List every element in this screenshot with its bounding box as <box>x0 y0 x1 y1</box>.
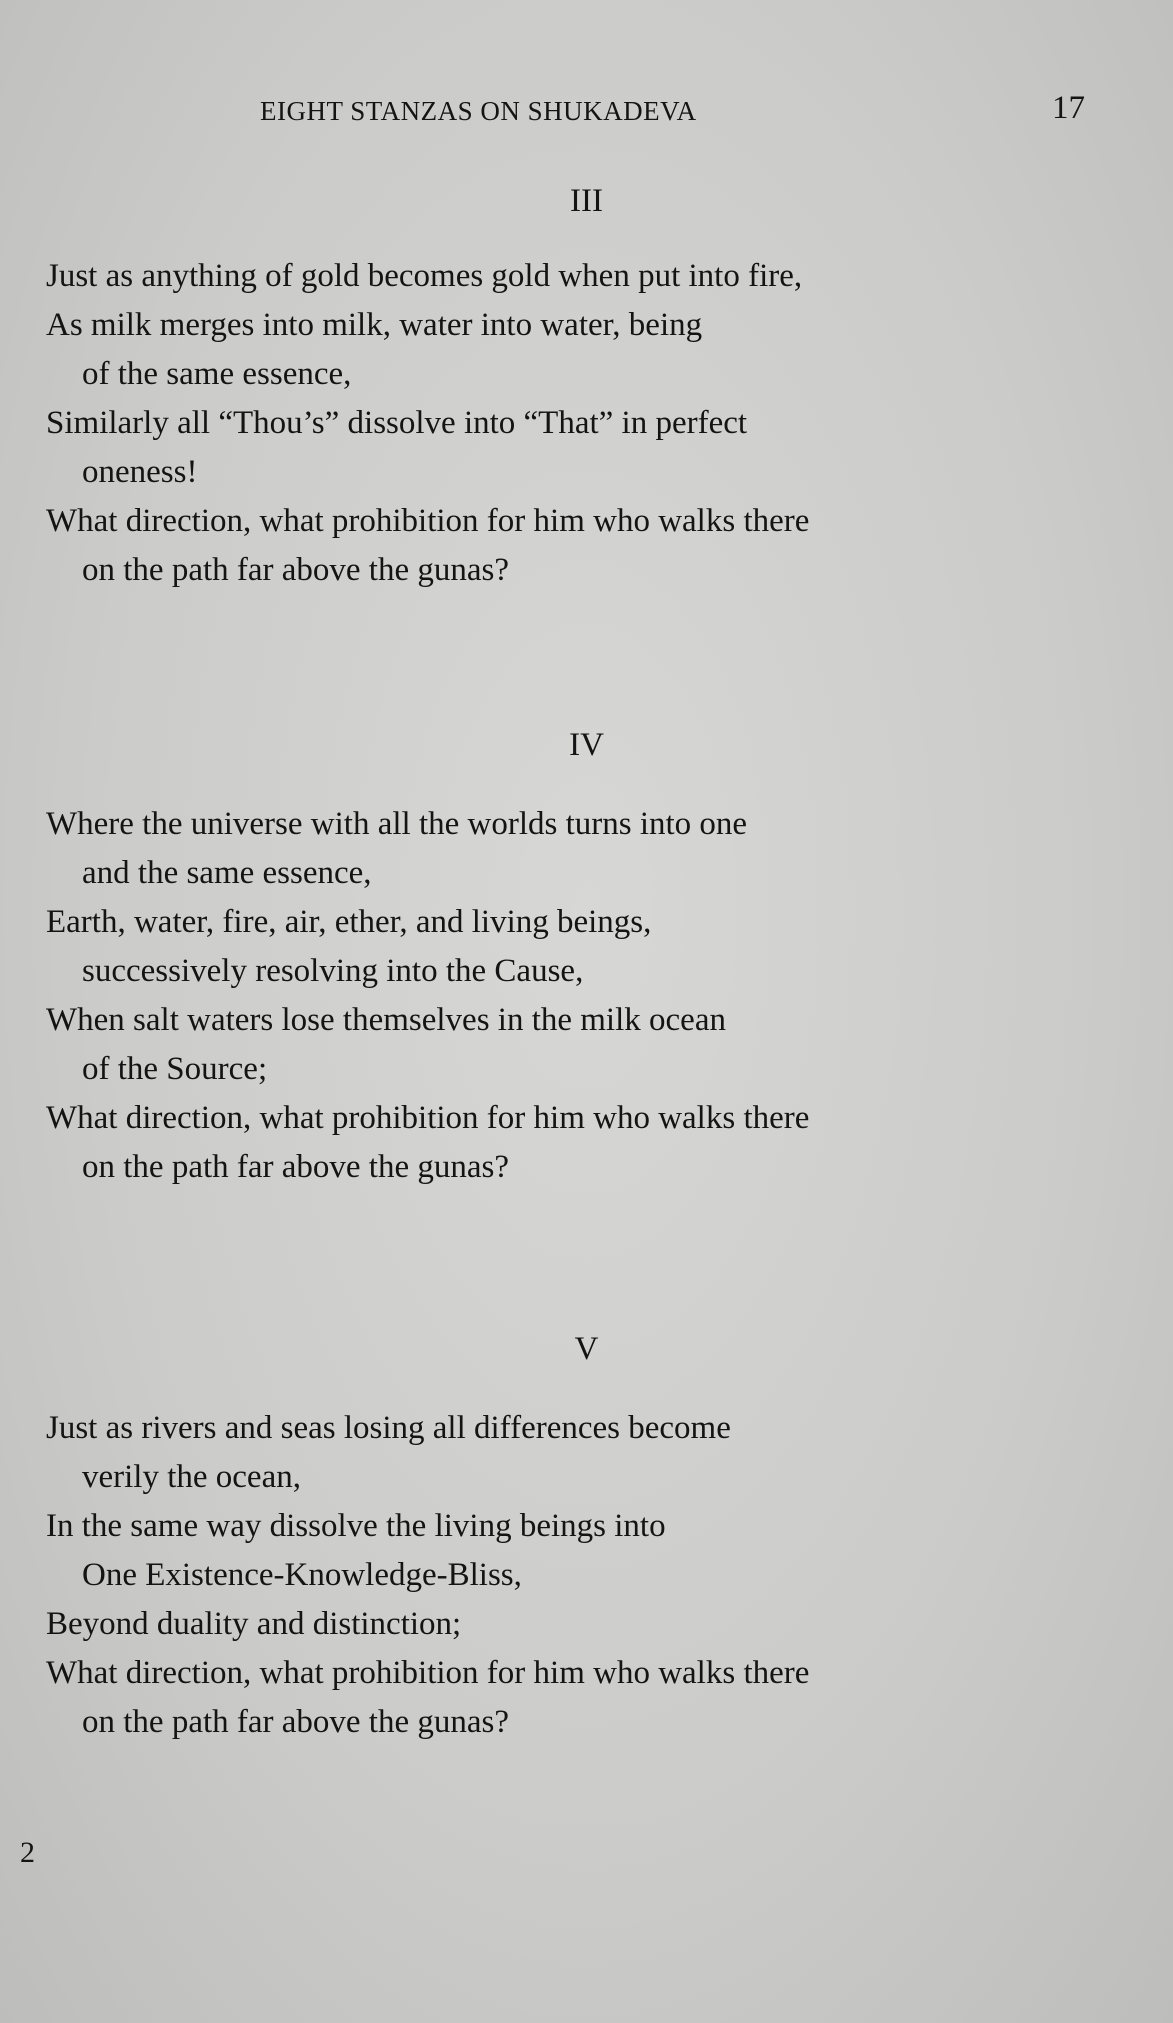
stanza-numeral-iii: III <box>570 183 603 219</box>
verse-line: of the same essence, <box>82 356 352 392</box>
verse-line: oneness! <box>82 454 198 490</box>
verse-line: verily the ocean, <box>82 1459 301 1495</box>
verse-line: As milk merges into milk, water into water, being <box>46 307 703 343</box>
signature-mark: 2 <box>20 1836 35 1869</box>
running-head-title: EIGHT STANZAS ON SHUKADEVA <box>260 96 697 126</box>
verse-line: of the Source; <box>82 1051 268 1087</box>
stanza-numeral-iv: IV <box>569 727 604 763</box>
verse-line: In the same way dissolve the living beings into <box>46 1508 666 1544</box>
stanza-iii <box>46 252 1126 595</box>
verse-line: When salt waters lose themselves in the milk ocean <box>46 1002 726 1038</box>
verse-line: and the same essence, <box>82 855 372 891</box>
stanza-iv <box>46 800 1126 1192</box>
verse-line: Just as rivers and seas losing all differences become <box>46 1410 731 1446</box>
verse-line: on the path far above the gunas? <box>82 1704 510 1740</box>
page-number: 17 <box>1052 90 1085 126</box>
verse-line: Where the universe with all the worlds turns into one <box>46 806 748 842</box>
verse-line: What direction, what prohibition for him who walks there <box>46 1100 810 1136</box>
verse-line: One Existence-Knowledge-Bliss, <box>82 1557 522 1593</box>
verse-line: on the path far above the gunas? <box>82 552 510 588</box>
stanza-v <box>46 1404 1126 1747</box>
verse-line: Just as anything of gold becomes gold when put into fire, <box>46 258 803 294</box>
stanza-numeral-v: V <box>574 1331 599 1367</box>
verse-line: on the path far above the gunas? <box>82 1149 510 1185</box>
verse-line: Earth, water, fire, air, ether, and living beings, <box>46 904 652 940</box>
verse-line: What direction, what prohibition for him who walks there <box>46 503 810 539</box>
verse-line: Beyond duality and distinction; <box>46 1606 462 1642</box>
verse-line: successively resolving into the Cause, <box>82 953 584 989</box>
verse-line: What direction, what prohibition for him who walks there <box>46 1655 810 1691</box>
verse-line: Similarly all “Thou’s” dissolve into “That” in perfect <box>46 405 748 441</box>
